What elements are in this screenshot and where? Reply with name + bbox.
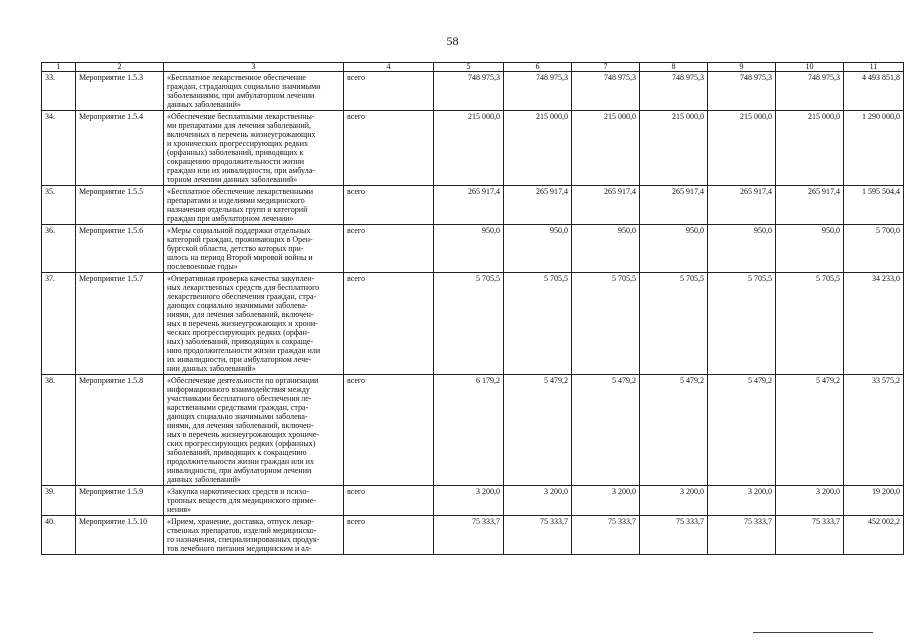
funding-type: всего [344, 516, 434, 555]
year-value: 215 000,0 [708, 111, 776, 186]
year-value: 5 705,5 [776, 273, 844, 375]
year-value: 5 705,5 [434, 273, 504, 375]
table-row [42, 111, 904, 186]
column-header: 2 [76, 63, 164, 72]
row-number: 33. [42, 72, 76, 111]
total-value: 5 700,0 [844, 225, 904, 273]
year-value: 75 333,7 [776, 516, 844, 555]
year-value: 75 333,7 [434, 516, 504, 555]
year-value: 748 975,3 [640, 72, 708, 111]
event-description: «Обеспечение бесплатными лекарственны- ми препаратами для лечения заболеваний, включенных в перечень жизнеугрожающих и хронических прогрессирующих редких (орфанных) заболеваний, приводящих к сокращению продолжительности жизни граждан или их инвалидности, при амбула- торном лечении данных заболеваний» [164, 111, 344, 186]
year-value: 5 479,2 [572, 375, 640, 486]
funding-type: всего [344, 72, 434, 111]
event-name: Мероприятие 1.5.6 [76, 225, 164, 273]
table-row [42, 186, 904, 225]
header-row [42, 63, 904, 72]
column-header: 8 [640, 63, 708, 72]
year-value: 75 333,7 [708, 516, 776, 555]
event-description: «Бесплатное обеспечение лекарственными препаратами и изделиями медицинского назначения отдельных групп и категорий граждан при амбулаторном лечении» [164, 186, 344, 225]
column-header: 4 [344, 63, 434, 72]
event-name: Мероприятие 1.5.4 [76, 111, 164, 186]
year-value: 5 705,5 [504, 273, 572, 375]
year-value: 265 917,4 [640, 186, 708, 225]
total-value: 1 595 504,4 [844, 186, 904, 225]
year-value: 75 333,7 [640, 516, 708, 555]
year-value: 5 479,2 [708, 375, 776, 486]
year-value: 950,0 [708, 225, 776, 273]
year-value: 6 179,2 [434, 375, 504, 486]
year-value: 5 705,5 [640, 273, 708, 375]
event-name: Мероприятие 1.5.5 [76, 186, 164, 225]
row-number: 34. [42, 111, 76, 186]
year-value: 3 200,0 [504, 486, 572, 516]
table-row [42, 486, 904, 516]
total-value: 34 233,0 [844, 273, 904, 375]
column-header: 5 [434, 63, 504, 72]
year-value: 75 333,7 [572, 516, 640, 555]
year-value: 3 200,0 [640, 486, 708, 516]
table-row [42, 225, 904, 273]
event-description: «Оперативная проверка качества закуплен- ных лекарственных средств для бесплатного лекарственного обеспечения граждан, стра- дающих социально значимыми заболева- ниями, для лечения заболеваний, включен- ных в перечень жизнеугрожающих и хрони- ческих прогрессирующих редких (орфан- ных) заболеваний, приводящих к сокраще- нию продолжительности жизни граждан или их инвалидности, при амбулаторном лече- нии данных заболеваний» [164, 273, 344, 375]
event-name: Мероприятие 1.5.10 [76, 516, 164, 555]
year-value: 265 917,4 [434, 186, 504, 225]
funding-type: всего [344, 273, 434, 375]
column-header: 10 [776, 63, 844, 72]
row-number: 40. [42, 516, 76, 555]
row-number: 38. [42, 375, 76, 486]
row-number: 36. [42, 225, 76, 273]
year-value: 950,0 [640, 225, 708, 273]
column-header: 7 [572, 63, 640, 72]
year-value: 3 200,0 [776, 486, 844, 516]
year-value: 5 479,2 [504, 375, 572, 486]
year-value: 748 975,3 [776, 72, 844, 111]
table-row [42, 72, 904, 111]
page-number: 58 [446, 34, 459, 48]
table-row [42, 516, 904, 555]
year-value: 748 975,3 [504, 72, 572, 111]
row-number: 37. [42, 273, 76, 375]
event-name: Мероприятие 1.5.7 [76, 273, 164, 375]
year-value: 3 200,0 [708, 486, 776, 516]
event-description: «Обеспечение деятельности по организации информационного взаимодействия между участниками бесплатного обеспечения ле- карственными средствами граждан, стра- дающих социально значимыми заболева- ниями, для лечения заболеваний, включен- ных в перечень жизнеугрожающих хрониче- ских прогрессирующих редких (орфанных) заболеваний, приводящих к сокращению продолжительности жизни граждан или их инвалидности, при амбулаторном лечении данных заболеваний» [164, 375, 344, 486]
year-value: 950,0 [572, 225, 640, 273]
column-header: 11 [844, 63, 904, 72]
total-value: 33 575,2 [844, 375, 904, 486]
year-value: 215 000,0 [504, 111, 572, 186]
column-header: 6 [504, 63, 572, 72]
program-table [41, 62, 904, 555]
year-value: 748 975,3 [708, 72, 776, 111]
year-value: 265 917,4 [776, 186, 844, 225]
year-value: 215 000,0 [434, 111, 504, 186]
event-description: «Закупка наркотических средств и психо- тропных веществ для медицинского приме- нения» [164, 486, 344, 516]
event-description: «Прием, хранение, доставка, отпуск лекар- ственных препаратов, изделий медицинско- го назначения, специализированных продук- тов лечебного питания медицинским и ал- [164, 516, 344, 555]
year-value: 5 479,2 [640, 375, 708, 486]
event-name: Мероприятие 1.5.3 [76, 72, 164, 111]
row-number: 39. [42, 486, 76, 516]
year-value: 5 705,5 [708, 273, 776, 375]
funding-type: всего [344, 375, 434, 486]
year-value: 265 917,4 [572, 186, 640, 225]
event-name: Мероприятие 1.5.9 [76, 486, 164, 516]
year-value: 748 975,3 [434, 72, 504, 111]
year-value: 950,0 [776, 225, 844, 273]
year-value: 3 200,0 [572, 486, 640, 516]
funding-type: всего [344, 225, 434, 273]
year-value: 215 000,0 [572, 111, 640, 186]
year-value: 265 917,4 [708, 186, 776, 225]
year-value: 5 705,5 [572, 273, 640, 375]
column-header: 3 [164, 63, 344, 72]
total-value: 4 493 851,8 [844, 72, 904, 111]
event-description: «Меры социальной поддержки отдельных категорий граждан, проживающих в Орен- бургской области, детство которых при- шлось на период Второй мировой войны и послевоенные годы» [164, 225, 344, 273]
total-value: 19 200,0 [844, 486, 904, 516]
year-value: 75 333,7 [504, 516, 572, 555]
year-value: 950,0 [434, 225, 504, 273]
year-value: 265 917,4 [504, 186, 572, 225]
funding-type: всего [344, 486, 434, 516]
event-description: «Бесплатное лекарственное обеспечение граждан, страдающих социально значимыми заболеваниями, при амбулаторном лечении данных заболеваний» [164, 72, 344, 111]
row-number: 35. [42, 186, 76, 225]
year-value: 748 975,3 [572, 72, 640, 111]
year-value: 3 200,0 [434, 486, 504, 516]
year-value: 215 000,0 [640, 111, 708, 186]
total-value: 1 290 000,0 [844, 111, 904, 186]
total-value: 452 002,2 [844, 516, 904, 555]
year-value: 215 000,0 [776, 111, 844, 186]
footer-rule [753, 632, 873, 633]
table-row [42, 273, 904, 375]
event-name: Мероприятие 1.5.8 [76, 375, 164, 486]
funding-type: всего [344, 111, 434, 186]
year-value: 950,0 [504, 225, 572, 273]
column-header: 1 [42, 63, 76, 72]
table-row [42, 375, 904, 486]
year-value: 5 479,2 [776, 375, 844, 486]
funding-type: всего [344, 186, 434, 225]
column-header: 9 [708, 63, 776, 72]
